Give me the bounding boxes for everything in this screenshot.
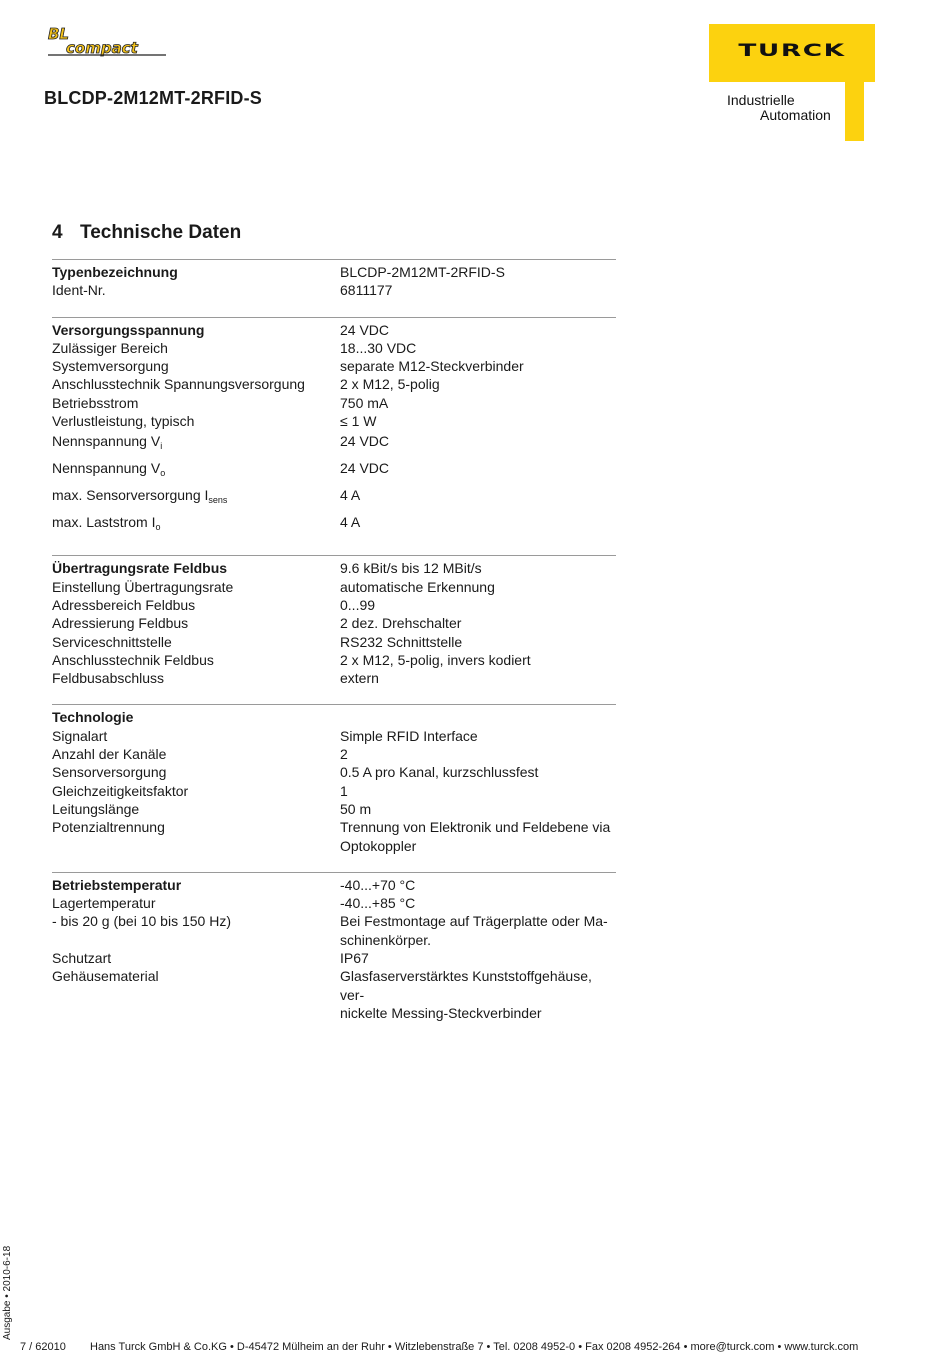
spec-row [52, 578, 616, 596]
spec-label [52, 818, 340, 836]
spec-label [52, 484, 340, 511]
spec-label-subscript: sens [208, 495, 228, 506]
spec-group-header [52, 876, 616, 894]
spec-label-text: Schutzart [52, 950, 112, 967]
spec-row [52, 931, 616, 949]
spec-label-text: Anzahl der Kanäle [52, 746, 167, 763]
spec-row [52, 281, 616, 299]
spec-row [52, 430, 616, 457]
spec-label-text: Lagertemperatur [52, 895, 156, 912]
spec-label [52, 837, 340, 855]
spec-row [52, 357, 616, 375]
spec-label [52, 669, 340, 687]
spec-value: 750 mA [340, 394, 389, 411]
spec-label-text: Systemversorgung [52, 358, 169, 375]
spec-label [52, 651, 340, 669]
brand-tagline-line1: Industrielle [727, 92, 795, 108]
spec-label [52, 876, 340, 894]
spec-row [52, 484, 616, 511]
spec-label [52, 894, 340, 912]
spec-value: Trennung von Elektronik und Feldebene via [340, 819, 611, 836]
spec-value: BLCDP-2M12MT-2RFID-S [340, 264, 505, 280]
spec-label-subscript: i [160, 441, 163, 452]
edition-date: Ausgabe • 2010-6-18 [2, 1245, 13, 1340]
spec-label-text: Betriebsstrom [52, 394, 139, 411]
spec-label-text: Nennspannung V [52, 433, 161, 450]
spec-label-text: Versorgungsspannung [52, 321, 205, 338]
section-number: 4 [52, 222, 63, 243]
spec-label-text: Anschlusstechnik Feldbus [52, 651, 214, 668]
spec-label [52, 578, 340, 596]
spec-label [52, 357, 340, 375]
spec-row [52, 596, 616, 614]
spec-value: 24 VDC [340, 460, 390, 477]
spec-label [52, 430, 340, 457]
spec-value: Optokoppler [340, 837, 417, 854]
spec-label-text: Signalart [52, 727, 108, 744]
spec-label [52, 633, 340, 651]
spec-value: Glasfaserverstärktes Kunststoffgehäuse, ver- [340, 968, 592, 1003]
spec-label-text: Verlustleistung, typisch [52, 413, 195, 430]
spec-label-subscript: o [155, 522, 161, 533]
spec-row [52, 651, 616, 669]
footer-address: Hans Turck GmbH & Co.KG • D-45472 Mülheim an der Ruhr • Witzlebenstraße 7 • Tel. 0208 4952-0 • Fax 0208 4952-264 • more@turck.com • www.turck.com [90, 1341, 859, 1353]
spec-row [52, 912, 616, 930]
spec-label-text: Typenbezeichnung [52, 264, 178, 280]
product-title: BLCDP-2M12MT-2RFID-S [44, 88, 263, 108]
bl-logo-line2: compact [66, 39, 138, 57]
spec-label [52, 782, 340, 800]
spec-label-text: Adressierung Feldbus [52, 615, 189, 632]
spec-row [52, 837, 616, 855]
spec-label-text: Leitungslänge [52, 800, 140, 817]
spec-group-header [52, 321, 616, 339]
spec-value: RS232 Schnittstelle [340, 633, 463, 650]
bl-compact-logo [44, 24, 170, 58]
spec-label-text: Einstellung Übertragungsrate [52, 578, 234, 595]
spec-label-text: - bis 20 g (bei 10 bis 150 Hz) [52, 913, 231, 930]
spec-row [52, 669, 616, 687]
spec-row [52, 727, 616, 745]
spec-label [52, 614, 340, 632]
spec-value: 2 dez. Drehschalter [340, 615, 462, 632]
spec-label-text: Ident-Nr. [52, 282, 106, 299]
spec-row [52, 967, 616, 1004]
spec-row [52, 800, 616, 818]
spec-row [52, 763, 616, 781]
spec-label-text: Adressbereich Feldbus [52, 596, 196, 613]
spec-group [52, 704, 616, 854]
spec-table [52, 259, 616, 1039]
page-number: 7 / 62010 [20, 1341, 66, 1353]
spec-row [52, 339, 616, 357]
spec-label [52, 949, 340, 967]
spec-value: 1 [340, 782, 348, 799]
spec-value: 24 VDC [340, 321, 390, 338]
spec-label-text: Betriebstemperatur [52, 876, 182, 893]
spec-label-text: max. Laststrom I [52, 514, 156, 531]
spec-value: schinenkörper. [340, 931, 432, 948]
spec-label-text: Sensorversorgung [52, 764, 167, 781]
spec-group-header [52, 708, 616, 726]
spec-label [52, 912, 340, 930]
spec-value [340, 708, 616, 726]
spec-label [52, 800, 340, 818]
spec-value: IP67 [340, 950, 369, 967]
spec-value: 4 A [340, 487, 361, 504]
spec-value: -40...+70 °C [340, 876, 416, 893]
spec-label [52, 394, 340, 412]
spec-value: 2 x M12, 5-polig, invers kodiert [340, 651, 531, 668]
spec-label [52, 559, 340, 577]
spec-label-text: Nennspannung V [52, 460, 161, 477]
spec-row [52, 949, 616, 967]
spec-value: 0...99 [340, 596, 376, 613]
spec-label-text: max. Sensorversorgung I [52, 487, 209, 504]
spec-label [52, 931, 340, 949]
spec-label-text: Gleichzeitigkeitsfaktor [52, 782, 189, 799]
spec-label [52, 412, 340, 430]
spec-label [52, 511, 340, 538]
spec-label [52, 375, 340, 393]
spec-value: separate M12-Steckverbinder [340, 358, 524, 375]
spec-row [52, 894, 616, 912]
spec-row [52, 457, 616, 484]
spec-value: Bei Festmontage auf Trägerplatte oder Ma- [340, 913, 608, 930]
spec-label-text: Anschlusstechnik Spannungsversorgung [52, 376, 305, 393]
spec-value: 0.5 A pro Kanal, kurzschlussfest [340, 764, 539, 781]
spec-value: 6811177 [340, 282, 393, 299]
spec-label-text: Übertragungsrate Feldbus [52, 560, 228, 577]
spec-value: ≤ 1 W [340, 413, 377, 430]
spec-label-text: Potenzialtrennung [52, 819, 165, 836]
spec-group-header [52, 263, 616, 281]
turck-logo [709, 24, 875, 82]
spec-label [52, 457, 340, 484]
spec-row [52, 633, 616, 651]
turck-wordmark: TURCK [738, 41, 846, 61]
spec-label [52, 263, 340, 281]
spec-row [52, 412, 616, 430]
spec-row [52, 818, 616, 836]
spec-label-subscript: o [160, 468, 166, 479]
spec-row [52, 511, 616, 538]
spec-group [52, 317, 616, 539]
spec-label [52, 745, 340, 763]
spec-label-text: Zulässiger Bereich [52, 339, 168, 356]
spec-value: 2 x M12, 5-polig [340, 376, 440, 393]
spec-row [52, 782, 616, 800]
spec-row [52, 1004, 616, 1022]
spec-label [52, 596, 340, 614]
spec-group-header [52, 559, 616, 577]
spec-label-text: Technologie [52, 709, 134, 726]
bl-logo-line1: BL [48, 25, 69, 43]
spec-value: 18...30 VDC [340, 339, 417, 356]
spec-value: 4 A [340, 514, 361, 531]
spec-group [52, 872, 616, 1022]
spec-label [52, 281, 340, 299]
spec-row [52, 394, 616, 412]
spec-value: 2 [340, 746, 348, 763]
brand-tagline-line2: Automation [760, 107, 831, 123]
spec-value: automatische Erkennung [340, 578, 495, 595]
spec-value: 50 m [340, 800, 372, 817]
spec-value: -40...+85 °C [340, 895, 416, 912]
spec-label [52, 763, 340, 781]
spec-label [52, 967, 340, 1004]
spec-value: extern [340, 670, 379, 687]
spec-row [52, 745, 616, 763]
spec-label-text: Feldbusabschluss [52, 670, 165, 687]
spec-label [52, 339, 340, 357]
spec-value: Simple RFID Interface [340, 727, 478, 744]
spec-label [52, 708, 340, 726]
spec-value: nickelte Messing-Steckverbinder [340, 1004, 542, 1021]
spec-value: 24 VDC [340, 433, 390, 450]
spec-label [52, 321, 340, 339]
spec-label [52, 1004, 340, 1022]
spec-group [52, 259, 616, 300]
turck-logo-bar [845, 82, 864, 141]
section-title: Technische Daten [80, 222, 242, 243]
spec-row [52, 375, 616, 393]
spec-label-text: Serviceschnittstelle [52, 633, 172, 650]
spec-label-text: Gehäusematerial [52, 968, 159, 985]
section-heading [52, 222, 241, 244]
spec-value: 9.6 kBit/s bis 12 MBit/s [340, 560, 482, 577]
spec-row [52, 614, 616, 632]
spec-label [52, 727, 340, 745]
spec-group [52, 555, 616, 687]
